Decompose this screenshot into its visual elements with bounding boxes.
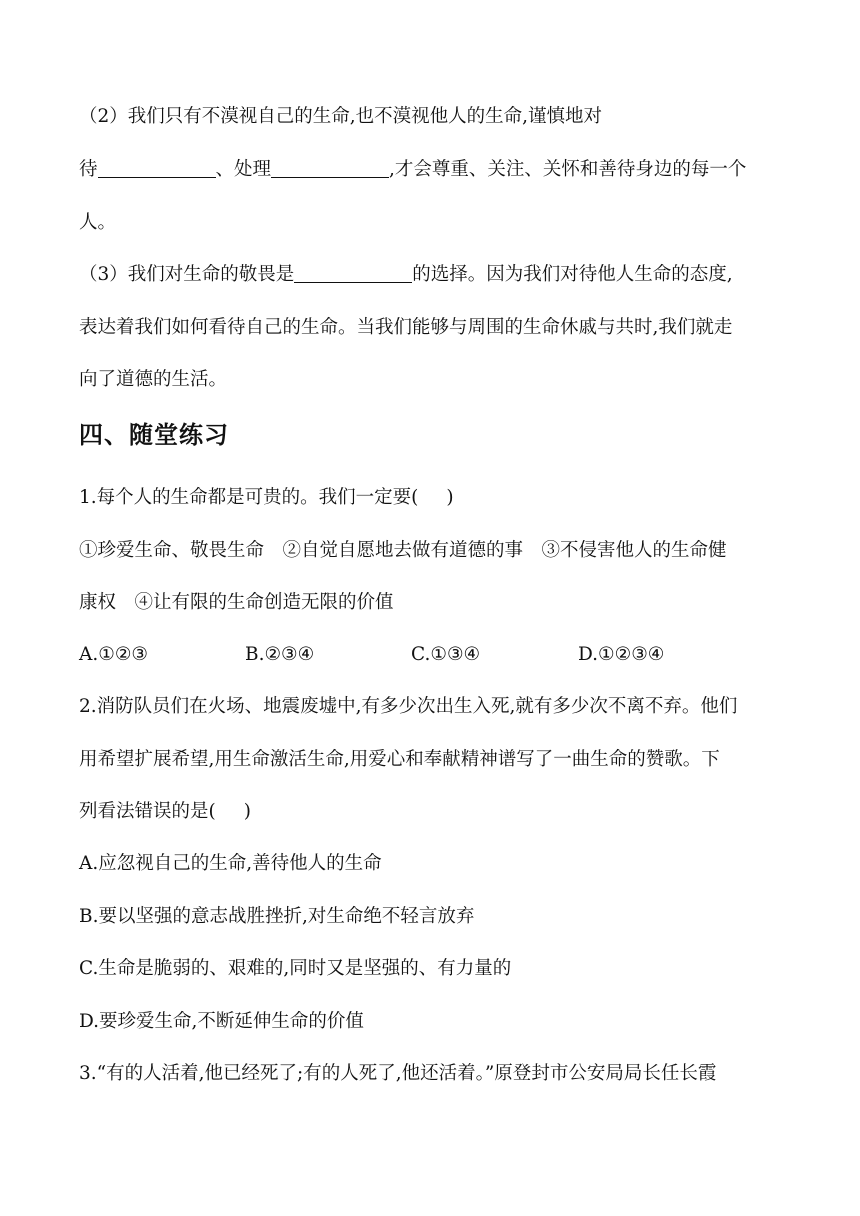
item2-line2-c: ,才会尊重、关注、关怀和善待身边的每一个	[389, 159, 747, 180]
q1-option-c[interactable]: C.①③④	[411, 644, 481, 665]
item2-line2-a: 待	[79, 159, 98, 180]
fill-blank-1[interactable]	[98, 157, 216, 178]
item3-line2: 表达着我们如何看待自己的生命。当我们能够与周围的生命休戚与共时,我们就走	[79, 317, 733, 338]
q2-line1: 2.消防队员们在火场、地震废墟中,有多少次出生入死,就有多少次不离不弃。他们	[79, 696, 738, 717]
q1-options	[79, 642, 781, 668]
item2-line2-b: 、处理	[215, 159, 272, 180]
q2-line2: 用希望扩展希望,用生命激活生命,用爱心和奉献精神谱写了一曲生命的赞歌。下	[79, 749, 720, 770]
item2-line2	[79, 157, 781, 183]
q1-option-d[interactable]: D.①②③④	[578, 644, 665, 665]
q1-stem-b: )	[446, 487, 454, 508]
q2-line3-b: )	[243, 801, 251, 822]
item2-line1: （2）我们只有不漠视自己的生命,也不漠视他人的生命,谨慎地对	[79, 106, 603, 127]
q2-option-b[interactable]: B.要以坚强的意志战胜挫折,对生命绝不轻言放弃	[79, 906, 475, 927]
q1-stem-a: 1.每个人的生命都是可贵的。我们一定要(	[79, 487, 419, 508]
item3-line1-a: （3）我们对生命的敬畏是	[79, 264, 295, 285]
fill-blank-2[interactable]	[271, 157, 389, 178]
section-heading: 四、随堂练习	[79, 421, 229, 449]
fill-blank-3[interactable]	[294, 262, 412, 283]
item3-line3: 向了道德的生活。	[79, 369, 228, 390]
q2-option-a[interactable]: A.应忽视自己的生命,善待他人的生命	[79, 853, 382, 874]
q2-option-d[interactable]: D.要珍爱生命,不断延伸生命的价值	[79, 1011, 364, 1032]
item3-line1	[79, 262, 781, 288]
q1-choices-line1: ①珍爱生命、敬畏生命 ②自觉自愿地去做有道德的事 ③不侵害他人的生命健	[79, 540, 727, 561]
q2-line3-a: 列看法错误的是(	[79, 801, 216, 822]
q1-stem	[79, 485, 781, 511]
q1-option-a[interactable]: A.①②③	[79, 644, 148, 665]
q1-choices-line2: 康权 ④让有限的生命创造无限的价值	[79, 592, 394, 613]
q2-option-c[interactable]: C.生命是脆弱的、艰难的,同时又是坚强的、有力量的	[79, 958, 512, 979]
item2-line3: 人。	[79, 212, 117, 233]
q3-line1: 3.“有的人活着,他已经死了;有的人死了,他还活着。”原登封市公安局局长任长霞	[79, 1063, 717, 1084]
q1-option-b[interactable]: B.②③④	[245, 644, 315, 665]
item3-line1-b: 的选择。因为我们对待他人生命的态度,	[412, 264, 733, 285]
q2-line3	[79, 799, 781, 825]
